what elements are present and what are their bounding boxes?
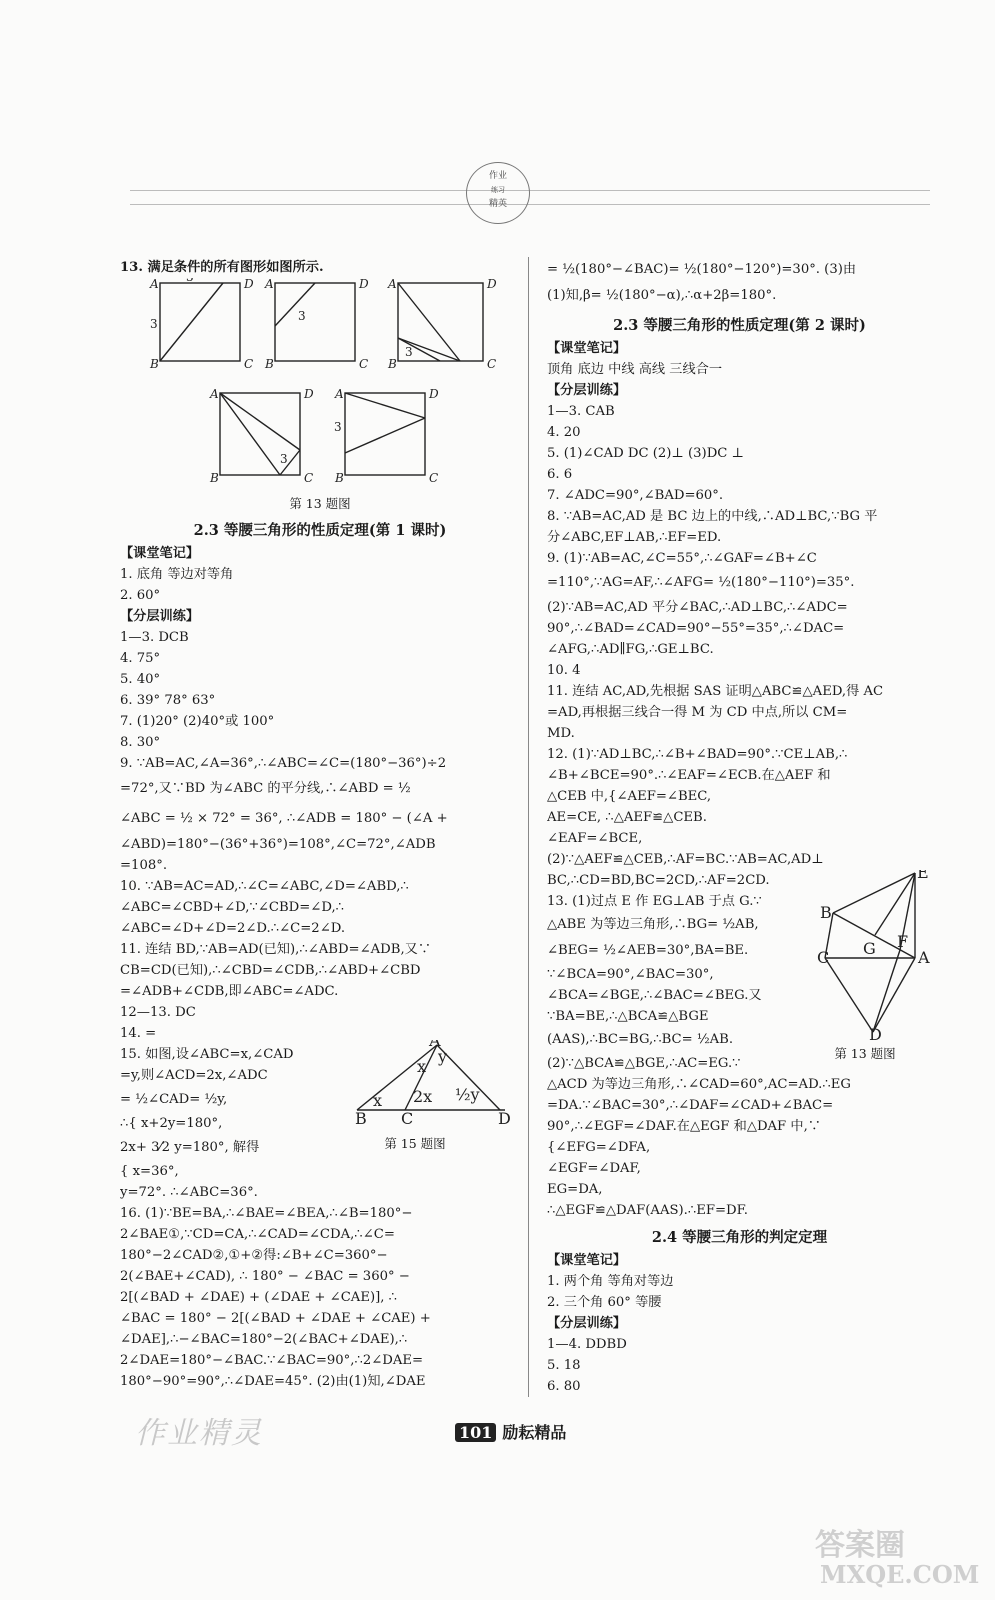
header-rule-top — [130, 190, 930, 191]
svg-text:x: x — [417, 1057, 427, 1076]
fig15-triangle — [355, 1040, 515, 1152]
text-line: 90°,∴∠EGF=∠DAF.在△EGF 和△DAF 中,∵ — [547, 1119, 821, 1134]
text-line: 2. 60° — [120, 588, 161, 603]
text-line: 90°,∴∠BAD=∠CAD=90°−55°=35°,∴∠DAC= — [547, 621, 845, 636]
text-line: 16. (1)∵BE=BA,∴∠BAE=∠BEA,∴∠B=180°− — [120, 1206, 413, 1221]
text-line: 4. 20 — [547, 425, 581, 440]
text-line: 6. 39° 78° 63° — [120, 693, 216, 708]
fig13-squares — [120, 278, 520, 493]
text-line: ∠ABC = ½ × 72° = 36°, ∴∠ADB = 180° − (∠A + — [120, 811, 448, 826]
text-line: 1. 底角 等边对等角 — [120, 567, 234, 582]
text-line: 5. 18 — [547, 1358, 581, 1373]
page-footer — [455, 1420, 566, 1443]
text-line: MD. — [547, 726, 575, 741]
svg-text:G: G — [863, 939, 876, 958]
svg-text:B: B — [355, 1109, 367, 1128]
text-line: ∠EGF=∠DAF, — [547, 1161, 641, 1176]
text-line: 2x+ 3⁄2 y=180°, 解得 — [120, 1140, 260, 1155]
text-line: 10. ∵AB=AC=AD,∴∠C=∠ABC,∠D=∠ABD,∴ — [120, 879, 409, 894]
svg-text:A: A — [210, 387, 219, 401]
header-stamp-logo — [466, 162, 530, 224]
q13-right-body — [547, 891, 817, 1053]
text-line: ∠BAC = 180° − 2[(∠BAD + ∠DAE + ∠CAE) + — [120, 1311, 431, 1326]
text-line: 180°−90°=90°,∴∠DAE=45°. (2)由(1)知,∠DAE — [120, 1374, 426, 1389]
text-line: BC,∴CD=BD,BC=2CD,∴AF=2CD. — [547, 873, 770, 888]
text-line: ∠EAF=∠BCE, — [547, 831, 643, 846]
text-line: 【课堂笔记】 — [120, 546, 200, 561]
text-line: =DA.∵∠BAC=30°,∴∠DAF=∠CAD+∠BAC= — [547, 1098, 834, 1113]
text-line: (2)∵AB=AC,AD 平分∠BAC,∴AD⊥BC,∴∠ADC= — [547, 600, 848, 615]
fig15-caption: 第 15 题图 — [384, 1136, 446, 1151]
column-divider — [528, 257, 529, 1397]
text-line: =72°,又∵BD 为∠ABC 的平分线,∴∠ABD = ½ — [120, 781, 411, 796]
q16-body — [120, 1203, 520, 1392]
watermark-logo: 答案圈 — [815, 1528, 905, 1563]
text-line: 6. 80 — [547, 1379, 581, 1394]
text-line: 【分层训练】 — [547, 1316, 627, 1331]
text-line: ∴{ x+2y=180°, — [120, 1116, 223, 1131]
svg-text:D: D — [304, 387, 314, 401]
q13-intro: 13. 满足条件的所有图形如图所示. — [120, 260, 324, 275]
text-line: 5. (1)∠CAD DC (2)⊥ (3)DC ⊥ — [547, 446, 744, 461]
svg-text:A: A — [918, 948, 930, 967]
text-line: 1. 两个角 等角对等边 — [547, 1274, 674, 1289]
svg-text:C: C — [304, 471, 314, 485]
stamp-text-mid: 练习 — [491, 186, 505, 194]
text-line: 2∠DAE=180°−∠BAC.∵∠BAC=90°,∴2∠DAE= — [120, 1353, 424, 1368]
text-line: 7. ∠ADC=90°,∠BAD=60°. — [547, 488, 724, 503]
text-line: CB=CD(已知),∴∠CBD=∠CDB,∴∠ABD+∠CBD — [120, 963, 421, 978]
text-line: 【课堂笔记】 — [547, 341, 627, 356]
text-line: 分∠ABC,EF⊥AB,∴EF=ED. — [547, 530, 722, 545]
fig13-caption: 第 13 题图 — [289, 496, 351, 511]
text-line: (2)∵△AEF≌△CEB,∴AF=BC.∵AB=AC,AD⊥ — [547, 852, 824, 867]
svg-text:x: x — [373, 1091, 383, 1110]
svg-text:B: B — [388, 357, 397, 371]
text-line: (AAS),∴BC=BG,∴BC= ½AB. — [547, 1032, 734, 1047]
text-line: {∠EFG=∠DFA, — [547, 1140, 651, 1155]
svg-text:B: B — [335, 471, 344, 485]
text-line: ∴△EGF≌△DAF(AAS).∴EF=DF. — [547, 1203, 748, 1218]
text-line: 2∠BAE①,∵CD=CA,∴∠CAD=∠CDA,∴∠C= — [120, 1227, 395, 1242]
svg-text:3: 3 — [298, 309, 306, 323]
svg-text:C: C — [487, 357, 497, 371]
svg-text:C: C — [244, 357, 254, 371]
svg-text:D: D — [359, 278, 369, 291]
left-column — [120, 257, 520, 1392]
svg-text:D: D — [244, 278, 254, 291]
svg-text:B: B — [210, 471, 219, 485]
text-line: =108°. — [120, 858, 168, 873]
text-line: = ½∠CAD= ½y, — [120, 1092, 228, 1107]
svg-text:A: A — [335, 387, 344, 401]
text-line: 9. (1)∵AB=AC,∠C=55°,∴∠GAF=∠B+∠C — [547, 551, 817, 566]
text-line: △ABE 为等边三角形,∴BG= ½AB, — [547, 917, 759, 932]
text-line: 15. 如图,设∠ABC=x,∠CAD — [120, 1047, 294, 1062]
text-line: ∠ABC=∠D+∠D=2∠D.∴∠C=2∠D. — [120, 921, 346, 936]
right-column — [547, 257, 932, 1397]
text-line: ∠ABD)=180°−(36°+36°)=108°,∠C=72°,∠ADB — [120, 837, 436, 852]
text-line: 1—4. DDBD — [547, 1337, 627, 1352]
svg-text:3: 3 — [405, 345, 413, 359]
svg-text:A: A — [388, 278, 397, 291]
text-line: 【分层训练】 — [120, 609, 200, 624]
svg-text:F: F — [897, 932, 909, 951]
fig15-svg — [355, 1040, 515, 1130]
section-2-3-lesson1-body — [120, 543, 520, 1044]
svg-text:D: D — [487, 278, 497, 291]
text-line: AE=CE, ∴△AEF≌△CEB. — [547, 810, 707, 825]
svg-text:A: A — [429, 1040, 441, 1050]
text-line: 【课堂笔记】 — [547, 1253, 627, 1268]
text-line: ∠DAE],∴−∠BAC=180°−2(∠BAC+∠DAE),∴ — [120, 1332, 408, 1347]
text-line: ∠B+∠BCE=90°.∴∠EAF=∠ECB.在△AEF 和 — [547, 768, 831, 783]
svg-text:y: y — [438, 1047, 448, 1066]
text-line: 12—13. DC — [120, 1005, 196, 1020]
svg-text:D: D — [429, 387, 439, 401]
text-line: ∠ABC=∠CBD+∠D,∵∠CBD=∠D,∴ — [120, 900, 345, 915]
text-line: 8. ∵AB=AC,AD 是 BC 边上的中线,∴AD⊥BC,∵BG 平 — [547, 509, 878, 524]
text-line: 【分层训练】 — [547, 383, 627, 398]
svg-text:C: C — [359, 357, 369, 371]
text-line: (2)∵△BCA≌△BGE,∴AC=EG.∵ — [547, 1056, 741, 1071]
svg-text:3: 3 — [150, 317, 158, 331]
text-line: EG=DA, — [547, 1182, 603, 1197]
svg-text:D: D — [498, 1109, 511, 1128]
text-line: (1)知,β= ½(180°−α),∴α+2β=180°. — [547, 288, 777, 303]
text-line: ∵BA=BE,∴△BCA≌△BGE — [547, 1009, 709, 1024]
text-line: =110°,∵AG=AF,∴∠AFG= ½(180°−110°)=35°. — [547, 575, 855, 590]
watermark-left: 作业精灵 — [135, 1416, 263, 1451]
text-line: = ½(180°−∠BAC)= ½(180°−120°)=30°. (3)由 — [547, 262, 857, 277]
text-line: 1—3. CAB — [547, 404, 615, 419]
text-line: 12. (1)∵AD⊥BC,∴∠B+∠BAD=90°.∵CE⊥AB,∴ — [547, 747, 848, 762]
text-line: ∠AFG,∴AD∥FG,∴GE⊥BC. — [547, 642, 714, 657]
fig13-right-svg — [815, 870, 930, 1040]
section-2-3-lesson2-title: 2.3 等腰三角形的性质定理(第 2 课时) — [613, 317, 866, 334]
svg-text:3 — [186, 278, 194, 284]
text-line: 9. ∵AB=AC,∠A=36°,∴∠ABC=∠C=(180°−36°)÷2 — [120, 756, 447, 771]
svg-text:A: A — [265, 278, 274, 291]
page-number: 101 — [455, 1423, 496, 1442]
stamp-text-top: 作业 — [488, 171, 507, 181]
section-2-3-lesson1-title: 2.3 等腰三角形的性质定理(第 1 课时) — [193, 522, 447, 539]
text-line: 4. 75° — [120, 651, 161, 666]
text-line: 2[(∠BAD + ∠DAE) + (∠DAE + ∠CAE)], ∴ — [120, 1290, 398, 1305]
text-line: =y,则∠ACD=2x,∠ADC — [120, 1068, 268, 1083]
text-line: △CEB 中,{∠AEF=∠BEC, — [547, 789, 712, 804]
svg-text:C: C — [401, 1109, 414, 1128]
q15-body — [120, 1044, 355, 1203]
text-line: 6. 6 — [547, 467, 573, 482]
text-line: 5. 40° — [120, 672, 161, 687]
text-line: 10. 4 — [547, 663, 581, 678]
fig13-right-quadrilateral — [815, 870, 930, 1062]
brand-name: 励耘精品 — [502, 1423, 567, 1442]
watermark-site: MXQE.COM — [820, 1560, 980, 1589]
header-rule-bottom — [130, 204, 930, 205]
fig13-right-caption: 第 13 题图 — [834, 1046, 896, 1061]
text-line: =∠ADB+∠CDB,即∠ABC=∠ADC. — [120, 984, 339, 999]
svg-text:½y: ½y — [455, 1085, 480, 1104]
text-line: 1—3. DCB — [120, 630, 189, 645]
text-line: 2. 三个角 60° 等腰 — [547, 1295, 662, 1310]
svg-text:C: C — [429, 471, 439, 485]
svg-text:3: 3 — [280, 452, 288, 466]
svg-text:B: B — [150, 357, 159, 371]
text-line: 180°−2∠CAD②,①+②得:∠B+∠C=360°− — [120, 1248, 388, 1263]
text-line: 7. (1)20° (2)40°或 100° — [120, 714, 275, 729]
section-2-3-lesson2-body — [547, 338, 932, 891]
svg-text:2x: 2x — [413, 1087, 433, 1106]
text-line: y=72°. ∴∠ABC=36°. — [120, 1185, 258, 1200]
text-line: 14. = — [120, 1026, 157, 1041]
svg-text:C: C — [817, 948, 830, 967]
svg-text:3: 3 — [334, 420, 342, 434]
text-line: { x=36°, — [120, 1164, 179, 1179]
q13-right-body-2 — [547, 1053, 932, 1221]
svg-text:E: E — [917, 870, 929, 882]
svg-text:D: D — [869, 1025, 882, 1040]
text-line: =AD,再根据三线合一得 M 为 CD 中点,所以 CM= — [547, 705, 848, 720]
text-line: 13. (1)过点 E 作 EG⊥AB 于点 G.∵ — [547, 894, 762, 909]
fig13-svg — [120, 278, 520, 493]
text-line: ∵∠BCA=90°,∠BAC=30°, — [547, 967, 714, 982]
section-2-4-body — [547, 1250, 932, 1397]
text-line: ∠BCA=∠BGE,∴∠BAC=∠BEG.又 — [547, 988, 762, 1003]
text-line: 11. 连结 BD,∵AB=AD(已知),∴∠ABD=∠ADB,又∵ — [120, 942, 432, 957]
stamp-text-bottom: 精英 — [488, 199, 507, 209]
text-line: 11. 连结 AC,AD,先根据 SAS 证明△ABC≌△AED,得 AC — [547, 684, 884, 699]
svg-text:B: B — [265, 357, 274, 371]
text-line: 顶角 底边 中线 高线 三线合一 — [547, 362, 723, 377]
fig13-label-a1: A — [150, 278, 159, 291]
text-line: △ACD 为等边三角形,∴∠CAD=60°,AC=AD.∴EG — [547, 1077, 851, 1092]
text-line: 2(∠BAE+∠CAD), ∴ 180° − ∠BAC = 360° − — [120, 1269, 410, 1284]
section-2-4-title: 2.4 等腰三角形的判定定理 — [651, 1229, 828, 1246]
text-line: 8. 30° — [120, 735, 161, 750]
svg-text:B: B — [820, 903, 832, 922]
text-line: ∠BEG= ½∠AEB=30°,BA=BE. — [547, 943, 749, 958]
